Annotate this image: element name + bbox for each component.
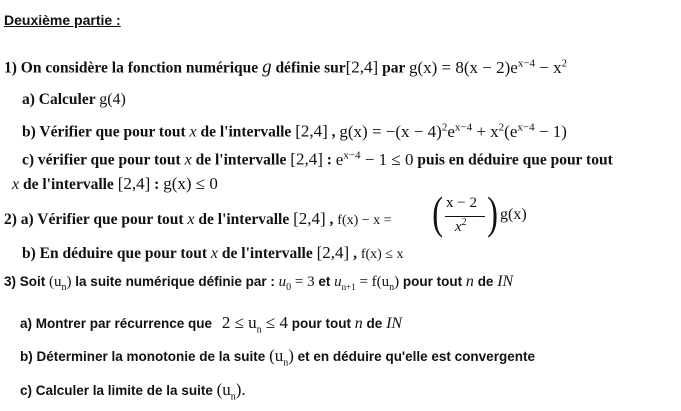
- q2a-rhs: g(x): [500, 206, 527, 223]
- q3-de: de: [477, 274, 494, 289]
- q3-u0: $u_0 = 3$: [278, 274, 315, 293]
- q2b-text: b) En déduire que pour tout: [22, 245, 208, 262]
- q2a-denominator: $x^2$: [455, 217, 467, 235]
- q1c2-text: de l'intervalle: [22, 176, 114, 193]
- q2a-text: 2) a) Vérifier que pour tout: [4, 211, 184, 228]
- q3b-text: b) Déterminer la monotonie de la suite: [20, 349, 266, 364]
- q2a-numerator: x − 2: [446, 195, 477, 211]
- q1-interval: [2,4]: [345, 57, 379, 77]
- q3-n: n: [465, 273, 474, 290]
- q3c-un: $(u_n)$.: [216, 380, 246, 403]
- q1a-text: a) Calculer: [22, 91, 96, 108]
- q1c-text3: puis en déduire que pour tout: [417, 151, 613, 169]
- q1b-text2: de l'intervalle: [200, 123, 292, 141]
- q1c-text: c) vérifier que pour tout: [22, 151, 181, 169]
- left-paren: (: [432, 187, 444, 238]
- question-1c-cont: [12, 174, 218, 195]
- q3-recurrence: $u_{n+1} = f(u_n)$: [334, 274, 400, 293]
- q3-text: 3) Soit: [4, 274, 46, 289]
- q2a-interval: [2,4]: [293, 209, 326, 228]
- q3b-text2: et en déduire qu'elle est convergente: [297, 349, 535, 364]
- right-paren: ): [487, 187, 499, 238]
- q1c-colon: :: [326, 151, 332, 169]
- q1-def: définie sur: [275, 59, 346, 77]
- q2a-fraction-group: [430, 187, 530, 241]
- question-1: [4, 53, 567, 79]
- q3-un: $(u_n)$: [49, 274, 72, 293]
- q3a-text2: pour tout: [291, 316, 352, 331]
- q3a-text: a) Montrer par récurrence que: [20, 316, 213, 331]
- q3-et: et: [318, 274, 331, 289]
- q1c2-math: g(x) ≤ 0: [163, 174, 218, 193]
- q1b-formula: $g(x) = -(x - 4)^2e^{x-4} + x^2(e^{x-4} - 1)$: [339, 121, 567, 141]
- q2b-interval: [2,4]: [316, 243, 350, 262]
- question-2b: [22, 243, 403, 265]
- q3c-text: c) Calculer la limite de la suite: [20, 383, 213, 398]
- q1c-x: x: [184, 151, 192, 169]
- q2a-x: x: [187, 211, 195, 228]
- q2a-comma: ,: [329, 211, 334, 228]
- q2b-x: x: [210, 245, 219, 262]
- question-1b: [22, 117, 567, 143]
- q3a-math: $2 \le u_n \le 4$: [221, 313, 289, 336]
- question-2a: [4, 209, 392, 231]
- q2b-math: f(x) ≤ x: [360, 247, 404, 262]
- q1-text: 1) On considère la fonction numérique: [4, 59, 259, 77]
- q1b-x: x: [189, 123, 197, 141]
- q3b-un: $(u_n)$: [269, 346, 294, 369]
- q3a-de: de: [366, 316, 383, 331]
- q2b-comma: ,: [353, 245, 357, 262]
- section-title: Deuxième partie :: [4, 12, 121, 28]
- q1c-interval: [2,4]: [290, 149, 323, 169]
- question-3b: [20, 346, 535, 373]
- q1c2-x: x: [12, 176, 20, 193]
- q1b-text: b) Vérifier que pour tout: [22, 123, 186, 141]
- q1a-math: g(4): [99, 91, 126, 108]
- question-3a: [20, 313, 402, 340]
- q1c2-colon: :: [154, 176, 160, 193]
- q1c-ineq: $e^{x-4} - 1 \le 0$: [335, 149, 414, 169]
- q2a-text2: de l'intervalle: [198, 211, 290, 228]
- q1b-interval: [2,4]: [295, 121, 328, 141]
- q3a-n: n: [354, 315, 363, 332]
- q1-par: par: [382, 59, 406, 77]
- question-1a: [22, 90, 126, 110]
- q1-formula: $g(x) = 8(x - 2)e^{x-4} - x^2$: [408, 57, 568, 77]
- q3-text3: pour tout: [402, 274, 463, 289]
- q1c-text2: de l'intervalle: [195, 151, 287, 169]
- q3a-IN: IN: [386, 315, 403, 332]
- q2b-text2: de l'intervalle: [221, 245, 313, 262]
- q3-IN: IN: [497, 273, 514, 290]
- question-3c: [20, 380, 246, 407]
- q1b-comma: ,: [331, 123, 336, 141]
- q1c2-interval: [2,4]: [117, 174, 151, 193]
- q1-g: g: [262, 56, 272, 78]
- question-3: [4, 272, 513, 298]
- q2a-lhs: f(x) − x =: [337, 213, 392, 228]
- question-1c: [22, 145, 613, 171]
- q3-text2: la suite numérique définie par :: [75, 274, 275, 289]
